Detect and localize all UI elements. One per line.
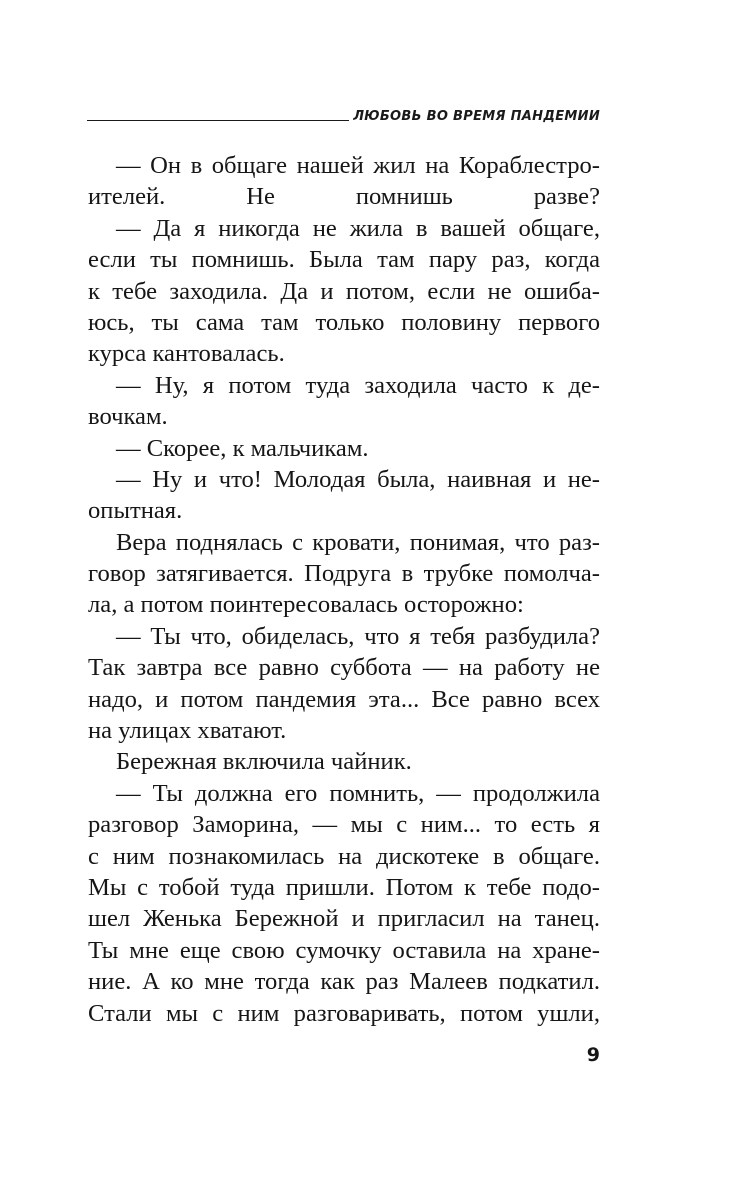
text-line: Стали мы с ним разговаривать, потом ушли, — [88, 999, 600, 1027]
text-line: если ты помнишь. Была там пару раз, когда — [88, 246, 600, 274]
text-line: Бережная включила чайник. — [116, 748, 412, 776]
text-line: вочкам. — [88, 403, 168, 431]
text-line: — Ну и что! Молодая была, наивная и не- — [116, 465, 600, 493]
text-line: — Ты что, обиделась, что я тебя разбудила? — [116, 622, 600, 650]
text-line: юсь, ты сама там только половину первого — [88, 308, 600, 336]
header-rule — [87, 120, 349, 121]
text-line: ние. А ко мне тогда как раз Малеев подкатил. — [88, 968, 600, 996]
text-line: — Ну, я потом туда заходила часто к де- — [116, 371, 600, 399]
text-line: на улицах хватают. — [88, 717, 287, 745]
text-line: опытная. — [88, 497, 183, 525]
text-line: ителей. Не помнишь разве? — [88, 183, 600, 211]
text-line: курса кантовалась. — [88, 340, 285, 368]
text-line: — Да я никогда не жила в вашей общаге, — [116, 214, 600, 242]
text-line: разговор Заморина, — мы с ним... то есть я — [88, 811, 600, 839]
text-line: Так завтра все равно суббота — на работу не — [88, 654, 600, 682]
text-line: Ты мне еще свою сумочку оставила на хране- — [88, 936, 600, 964]
running-header — [87, 101, 600, 123]
text-line: Мы с тобой туда пришли. Потом к тебе подо- — [88, 873, 600, 901]
text-line: — Скорее, к мальчикам. — [116, 434, 369, 462]
text-line: к тебе заходила. Да и потом, если не ошиба- — [88, 277, 600, 305]
text-line: шел Женька Бережной и пригласил на танец. — [88, 905, 600, 933]
text-line: — Ты должна его помнить, — продолжила — [116, 779, 600, 807]
text-line: говор затягивается. Подруга в трубке помолча- — [88, 560, 600, 588]
text-line: — Он в общаге нашей жил на Кораблестро- — [116, 152, 600, 179]
page-number: 9 — [586, 1044, 600, 1066]
body-text — [88, 150, 600, 1029]
text-line: ла, а потом поинтересовалась осторожно: — [88, 591, 524, 619]
text-line: Вера поднялась с кровати, понимая, что раз- — [116, 528, 600, 556]
book-title: ЛЮБОВЬ ВО ВРЕМЯ ПАНДЕМИИ — [353, 109, 600, 124]
text-line: с ним познакомилась на дискотеке в общаге. — [88, 842, 600, 870]
text-line: надо, и потом пандемия эта... Все равно всех — [88, 685, 600, 713]
